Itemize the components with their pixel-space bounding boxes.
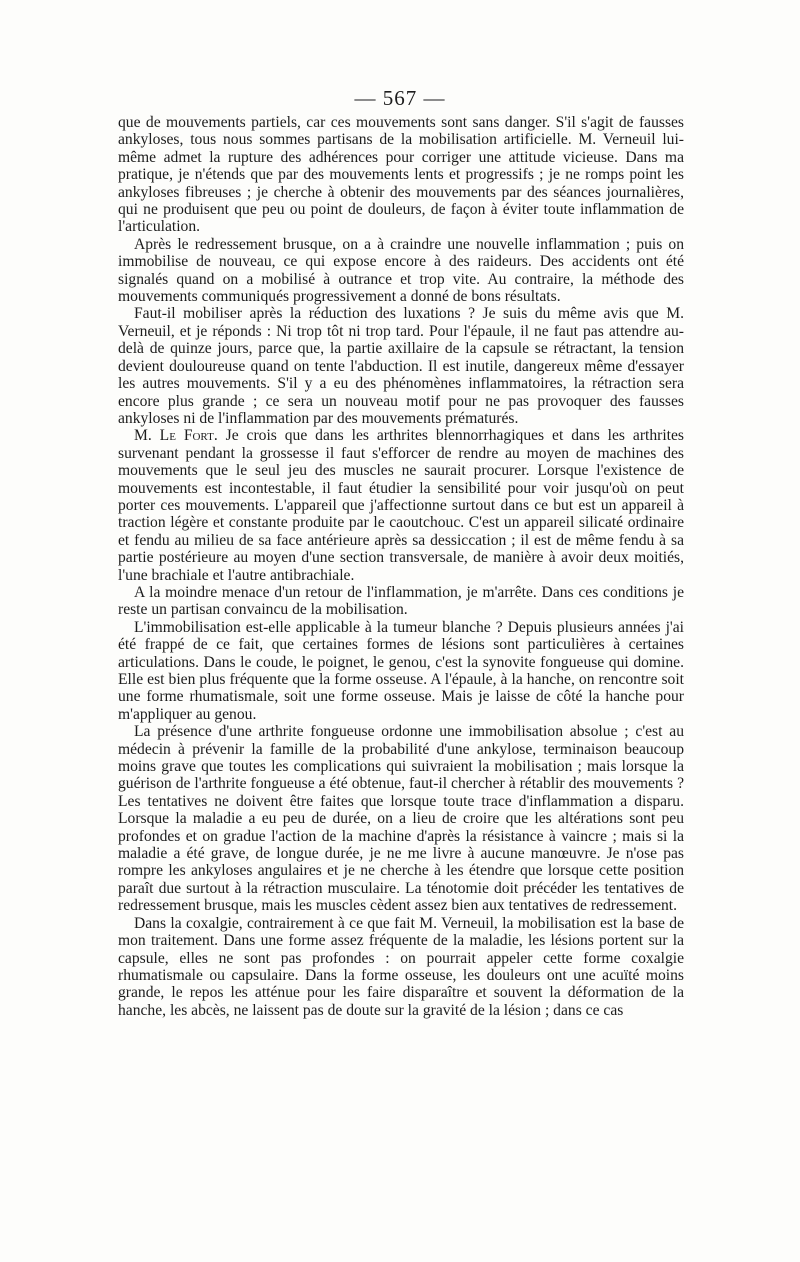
paragraph-6: L'immobilisation est-elle applicable à la tumeur blanche ? Depuis plusieurs années j'ai été frappé de ce fait, que certaines formes de lésions sont particulières à certaines articulations. Dans le coude, le poignet, le genou, c'est la synovite fongueuse qui domine. Elle est bien plus fréquente que la forme osseuse. A l'épaule, à la hanche, on rencontre soit une forme rhumatismale, soit une forme osseuse. Mais je laisse de côté la hanche pour m'appliquer au genou.	[118, 618, 684, 723]
paragraph-5: A la moindre menace d'un retour de l'inflammation, je m'arrête. Dans ces conditions je reste un partisan convaincu de la mobilisation.	[118, 583, 684, 619]
paragraph-1: que de mouvements partiels, car ces mouvements sont sans danger. S'il s'agit de fausses ankyloses, tous nous sommes partisans de la mobilisation artificielle. M. Verneuil lui-même admet la rupture des adhérences pour corriger une attitude vicieuse. Dans ma pratique, je n'étends que par des mouvements lents et progressifs ; je ne romps point les ankyloses fibreuses ; je cherche à obtenir des mouvements par des séances journalières, qui ne produisent que peu ou point de douleurs, de façon à éviter toute inflammation de l'articulation.	[118, 114, 684, 236]
body-text	[118, 114, 684, 1019]
paragraph-2: Après le redressement brusque, on a à craindre une nouvelle inflammation ; puis on immobilise de nouveau, ce qui expose encore à des raideurs. Des accidents ont été signalés quand on a mobilisé à outrance et trop vite. Au contraire, la méthode des mouvements communiqués progressivement a donné de bons résultats.	[118, 235, 684, 306]
speaker-name: M. Le Fort.	[134, 427, 218, 445]
paragraph-7: La présence d'une arthrite fongueuse ordonne une immobilisation absolue ; c'est au médecin à prévenir la famille de la probabilité d'une ankylose, terminaison beaucoup moins grave que toutes les complications qui suivraient la mobilisation ; mais lorsque la guérison de l'arthrite fongueuse a été obtenue, faut-il chercher à rétablir des mouvements ? Les tentatives ne doivent être faites que lorsque toute trace d'inflammation a disparu. Lorsque la maladie a eu peu de durée, on a lieu de croire que les altérations sont peu profondes et on gradue l'action de la machine d'après la résistance à vaincre ; mais si la maladie a été grave, de longue durée, je ne me livre à aucune manœuvre. Je n'ose pas rompre les ankyloses angulaires et je ne cherche à les étendre que lorsque cette position paraît due surtout à la rétraction musculaire. La ténotomie doit précéder les tentatives de redressement brusque, mais les muscles cèdent assez bien aux tentatives de redressement.	[118, 723, 684, 915]
paragraph-8: Dans la coxalgie, contrairement à ce que fait M. Verneuil, la mobilisation est la base de mon traitement. Dans une forme assez fréquente de la maladie, les lésions portent sur la capsule, elles ne sont pas profondes : on pourrait appeler cette forme coxalgie rhumatismale ou capsulaire. Dans la forme osseuse, les douleurs ont une acuïté moins grande, le repos les atténue pour les faire disparaître et souvent la déformation de la hanche, les abcès, ne laissent pas de doute sur la gravité de la lésion ; dans ce cas	[118, 914, 684, 1019]
paragraph-4	[118, 427, 684, 584]
paragraph-3: Faut-il mobiliser après la réduction des luxations ? Je suis du même avis que M. Verneuil, et je réponds : Ni trop tôt ni trop tard. Pour l'épaule, il ne faut pas attendre au-delà de quinze jours, parce que, la partie axillaire de la capsule se rétractant, la tension devient douloureuse quand on tente l'abduction. Il est inutile, dangereux même d'essayer les autres mouvements. S'il y a eu des phénomènes inflammatoires, la rétraction sera encore plus grande ; ce sera un nouveau motif pour ne pas provoquer des fausses ankyloses ni de l'inflammation par des mouvements prématurés.	[118, 305, 684, 427]
page-number: — 567 —	[354, 86, 446, 110]
paragraph-4-text: Je crois que dans les arthrites blennorrhagiques et dans les arthrites survenant pendant la grossesse il faut s'efforcer de rendre au moyen de machines des mouvements que le seul jeu des muscles ne saurait procurer. Lorsque l'existence de mouvements est incontestable, il faut étudier la sensibilité pour voir jusqu'où on peut porter ces mouvements. L'appareil que j'affectionne surtout dans ce but est un appareil à traction légère et constante produite par le caoutchouc. C'est un appareil silicaté ordinaire et fendu au milieu de sa face antérieure après sa dessiccation ; il est de même fendu à sa partie postérieure au moyen d'une section transversale, de manière à avoir deux moitiés, l'une brachiale et l'autre antibrachiale.	[118, 427, 684, 584]
